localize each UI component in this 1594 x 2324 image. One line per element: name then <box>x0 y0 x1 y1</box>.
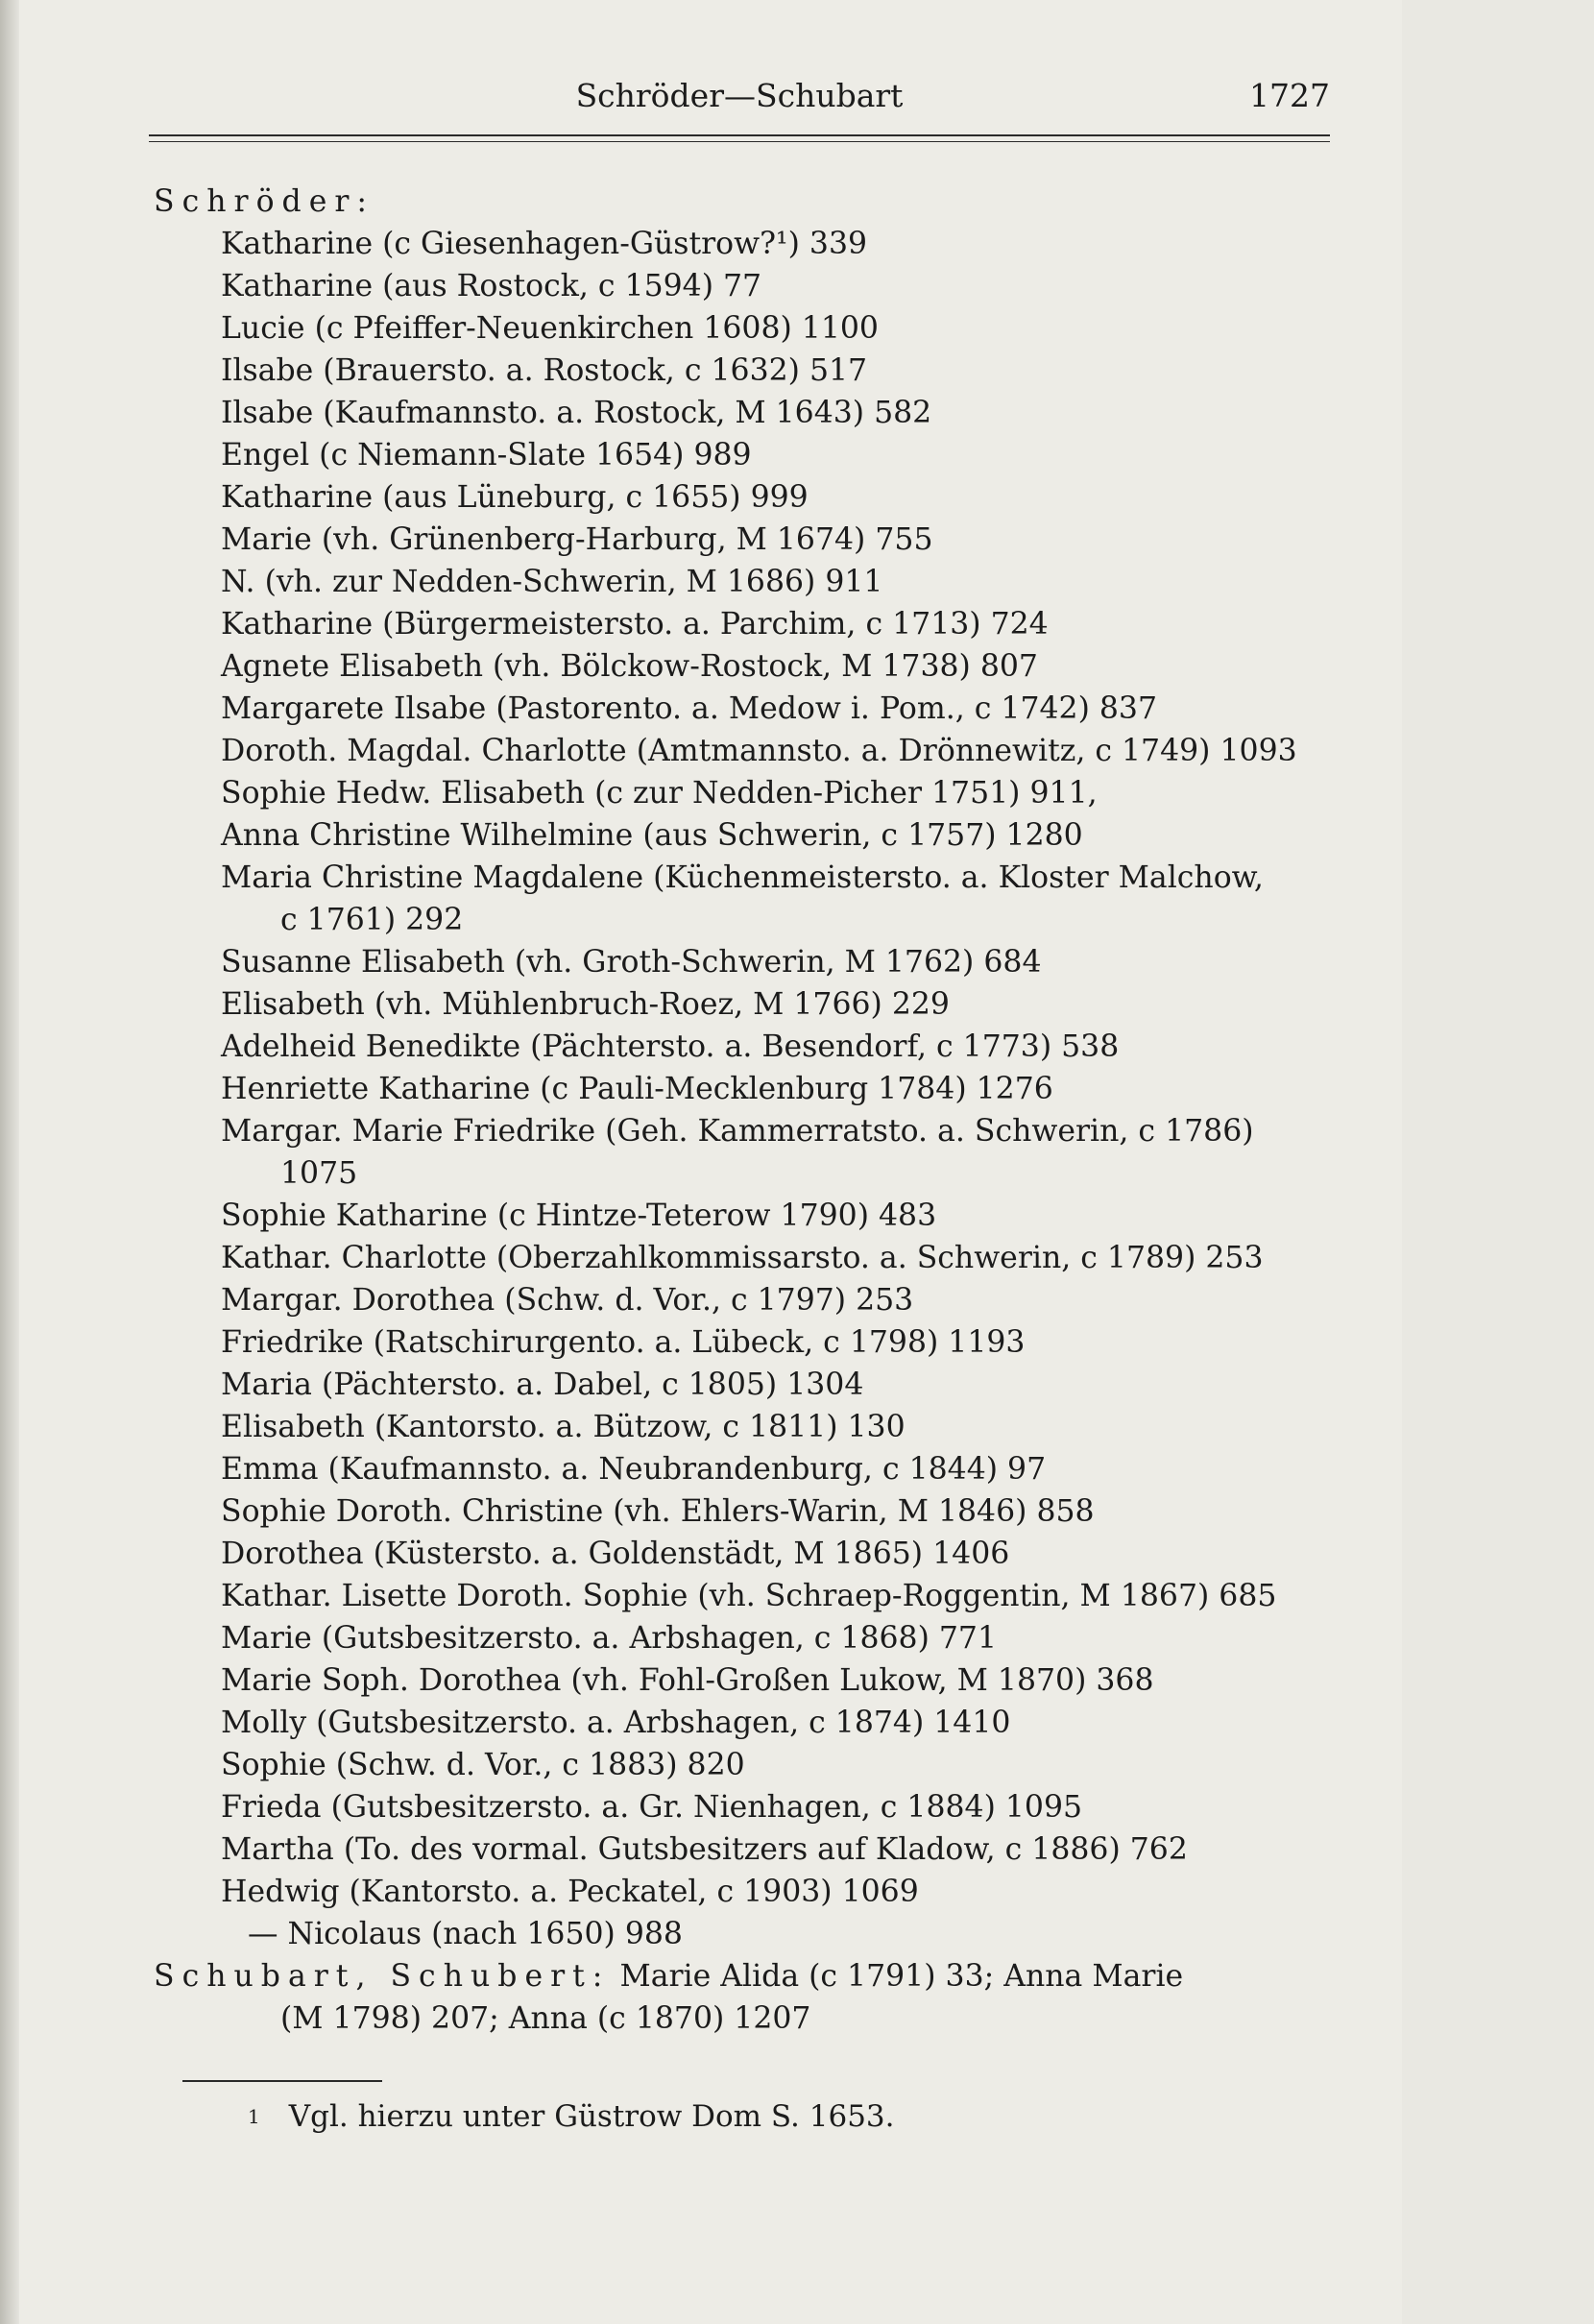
register-entry: Susanne Elisabeth (vh. Groth-Schwerin, M 1762) 684 <box>221 945 1042 980</box>
register-entry-continuation: c 1761) 292 <box>280 903 464 937</box>
footnote <box>248 2095 895 2138</box>
register-entry: Ilsabe (Kaufmannsto. a. Rostock, M 1643) 582 <box>221 396 932 430</box>
register-entry: Kathar. Lisette Doroth. Sophie (vh. Schraep-Roggentin, M 1867) 685 <box>221 1579 1277 1613</box>
register-entry: Frieda (Gutsbesitzersto. a. Gr. Nienhagen, c 1884) 1095 <box>221 1790 1083 1825</box>
register-entry: Margar. Dorothea (Schw. d. Vor., c 1797) 253 <box>221 1283 914 1318</box>
register-entry: Kathar. Charlotte (Oberzahlkommissarsto. a. Schwerin, c 1789) 253 <box>221 1241 1264 1275</box>
register-entry: Elisabeth (vh. Mühlenbruch-Roez, M 1766) 229 <box>221 987 950 1022</box>
em-dash: — <box>248 1917 278 1951</box>
schubart-line-2: (M 1798) 207; Anna (c 1870) 1207 <box>280 2001 811 2036</box>
surname-heading-schroeder: Schröder: <box>154 184 375 219</box>
register-entry: Sophie (Schw. d. Vor., c 1883) 820 <box>221 1748 745 1782</box>
schubart-line-1: Marie Alida (c 1791) 33; Anna Marie <box>619 1959 1184 1994</box>
register-entry: Katharine (aus Rostock, c 1594) 77 <box>221 269 762 303</box>
footnote-rule <box>182 2080 382 2082</box>
register-entry: Sophie Katharine (c Hintze-Teterow 1790) 483 <box>221 1198 937 1233</box>
register-entry: Marie (vh. Grünenberg-Harburg, M 1674) 755 <box>221 522 933 557</box>
footnote-text: Vgl. hierzu unter Güstrow Dom S. 1653. <box>288 2099 895 2134</box>
register-entry: Sophie Doroth. Christine (vh. Ehlers-Warin, M 1846) 858 <box>221 1494 1095 1529</box>
page-number: 1727 <box>1249 77 1330 114</box>
register-entry: N. (vh. zur Nedden-Schwerin, M 1686) 911 <box>221 565 883 599</box>
register-entry: Lucie (c Pfeiffer-Neuenkirchen 1608) 1100 <box>221 311 879 346</box>
register-sub-entry <box>248 1913 1354 1955</box>
sub-entry-text: Nicolaus (nach 1650) 988 <box>287 1917 683 1951</box>
register-entry: Katharine (c Giesenhagen-Güstrow?¹) 339 <box>221 227 868 261</box>
register-entry: Katharine (aus Lüneburg, c 1655) 999 <box>221 480 809 515</box>
surname-block-schubart <box>154 1955 1354 2040</box>
register-entry: Margar. Marie Friedrike (Geh. Kammerratsto. a. Schwerin, c 1786) <box>221 1114 1254 1149</box>
footnote-mark: 1 <box>248 2105 260 2128</box>
register-entry: Molly (Gutsbesitzersto. a. Arbshagen, c 1874) 1410 <box>221 1706 1011 1740</box>
register-entry: Margarete Ilsabe (Pastorento. a. Medow i. Pom., c 1742) 837 <box>221 691 1157 726</box>
running-title: Schröder—Schubart <box>575 77 904 114</box>
page-header <box>149 77 1330 131</box>
register-entry: Elisabeth (Kantorsto. a. Bützow, c 1811) 130 <box>221 1410 906 1444</box>
register-entry: Anna Christine Wilhelmine (aus Schwerin, c 1757) 1280 <box>221 818 1083 853</box>
register-entry: Maria (Pächtersto. a. Dabel, c 1805) 1304 <box>221 1368 864 1402</box>
header-rule-thin <box>149 141 1330 142</box>
register-entry: Hedwig (Kantorsto. a. Peckatel, c 1903) 1069 <box>221 1875 919 1909</box>
register-entry-continuation: 1075 <box>280 1156 358 1191</box>
register-content <box>154 181 1354 2040</box>
register-entry: Henriette Katharine (c Pauli-Mecklenburg 1784) 1276 <box>221 1072 1053 1106</box>
register-entry: Dorothea (Küstersto. a. Goldenstädt, M 1865) 1406 <box>221 1537 1010 1571</box>
register-entry: Friedrike (Ratschirurgento. a. Lübeck, c 1798) 1193 <box>221 1325 1026 1360</box>
register-entry: Marie Soph. Dorothea (vh. Fohl-Großen Lukow, M 1870) 368 <box>221 1663 1154 1698</box>
register-entry: Engel (c Niemann-Slate 1654) 989 <box>221 438 752 472</box>
register-entry: Ilsabe (Brauersto. a. Rostock, c 1632) 517 <box>221 353 868 388</box>
register-entry: Doroth. Magdal. Charlotte (Amtmannsto. a. Drönnewitz, c 1749) 1093 <box>221 734 1297 768</box>
register-entry: Marie (Gutsbesitzersto. a. Arbshagen, c 1868) 771 <box>221 1621 998 1656</box>
register-entry: Sophie Hedw. Elisabeth (c zur Nedden-Picher 1751) 911, <box>221 776 1098 811</box>
page-left-edge <box>0 0 19 2324</box>
header-rule <box>149 134 1330 136</box>
register-entry: Katharine (Bürgermeistersto. a. Parchim, c 1713) 724 <box>221 607 1049 642</box>
register-entry: Emma (Kaufmannsto. a. Neubrandenburg, c 1844) 97 <box>221 1452 1047 1487</box>
register-entry: Maria Christine Magdalene (Küchenmeistersto. a. Kloster Malchow, <box>221 860 1264 895</box>
surname-heading-schubart: Schubart, Schubert: <box>154 1959 611 1994</box>
register-entry: Martha (To. des vormal. Gutsbesitzers auf Kladow, c 1886) 762 <box>221 1832 1188 1867</box>
register-entry: Agnete Elisabeth (vh. Bölckow-Rostock, M 1738) 807 <box>221 649 1038 684</box>
register-entry: Adelheid Benedikte (Pächtersto. a. Besendorf, c 1773) 538 <box>221 1029 1120 1064</box>
